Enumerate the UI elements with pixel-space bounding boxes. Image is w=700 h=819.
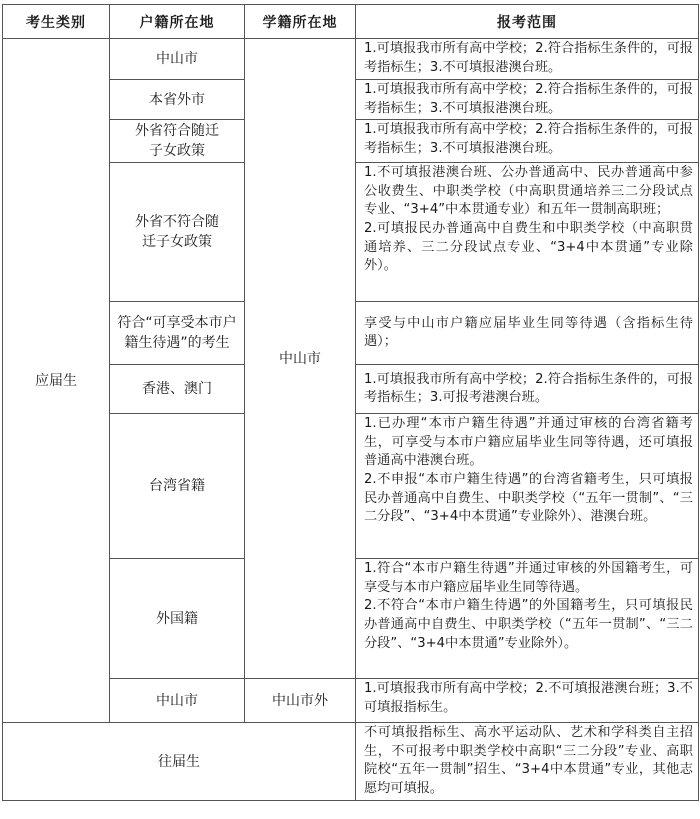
scope-cell: 享受与中山市户籍应届毕业生同等待遇（含指标生待遇）； [356, 302, 699, 365]
admission-scope-table [2, 4, 699, 801]
scope-cell: 1.可填报我市所有高中学校；2.符合指标生条件的，可报考指标生；3.不可填报港澳台班。 [356, 120, 699, 163]
scope-cell: 1.可填报我市所有高中学校；2.符合指标生条件的，可报考指标生；3.不可填报港澳台班。 [356, 80, 699, 120]
hukou-cell: 外省不符合随迁子女政策 [110, 163, 245, 302]
header-hukou: 户籍所在地 [110, 5, 245, 39]
scope-cell: 1.可填报我市所有高中学校；2.不可填报港澳台班；3.不可填报指标生。 [356, 679, 699, 723]
hukou-cell: 中山市 [110, 39, 245, 80]
hukou-cell: 外国籍 [110, 559, 245, 679]
header-row [3, 5, 699, 39]
scope-cell: 不可填报指标生、高水平运动队、艺术和学科类自主招生，不可报考中职类学校中高职“三二分段”专业、高职院校“五年一贯制”招生、“3+4中本贯通”专业，其他志愿均可填报。 [356, 723, 699, 801]
school-location-zhongshan: 中山市 [245, 39, 356, 679]
category-current: 应届生 [3, 39, 110, 723]
hukou-cell: 中山市 [110, 679, 245, 723]
header-scope: 报考范围 [356, 5, 699, 39]
category-past: 往届生 [3, 723, 356, 801]
hukou-cell: 香港、澳门 [110, 365, 245, 414]
scope-cell: 1.可填报我市所有高中学校；2.符合指标生条件的，可报考指标生；3.不可填报港澳台班。 [356, 39, 699, 80]
hukou-cell: 符合“可享受本市户籍生待遇”的考生 [110, 302, 245, 365]
table-row [3, 723, 699, 801]
hukou-cell: 台湾省籍 [110, 414, 245, 559]
scope-cell: 1.符合“本市户籍生待遇”并通过审核的外国籍考生，可享受与本市户籍应届毕业生同等待遇。 2.不符合“本市户籍生待遇”的外国籍考生，只可填报民办普通高中自费生、中职类学校（“五年一贯制”、“三二分段”、“3+4中本贯通”专业除外）。 [356, 559, 699, 679]
hukou-cell: 本省外市 [110, 80, 245, 120]
school-location-outside: 中山市外 [245, 679, 356, 723]
scope-cell: 1.已办理“本市户籍生待遇”并通过审核的台湾省籍考生，可享受与本市户籍应届毕业生同等待遇，还可填报普通高中港澳台班。 2.不申报“本市户籍生待遇”的台湾省籍考生，只可填报民办普通高中自费生、中职类学校（“五年一贯制”、“三二分段”、“3+4中本贯通”专业除外）、港澳台班。 [356, 414, 699, 559]
scope-cell: 1.可填报我市所有高中学校；2.符合指标生条件的，可报考指标生；3.可报考港澳台班。 [356, 365, 699, 414]
hukou-cell: 外省符合随迁子女政策 [110, 120, 245, 163]
header-school-location: 学籍所在地 [245, 5, 356, 39]
header-category: 考生类别 [3, 5, 110, 39]
scope-cell: 1.不可填报港澳台班、公办普通高中、民办普通高中参公收费生、中职类学校（中高职贯通培养三二分段试点专业、“3+4”中本贯通专业）和五年一贯制高职班； 2.可填报民办普通高中自费生和中职类学校（中高职贯通培养、三二分段试点专业、“3+4中本贯通”专业除外）。 [356, 163, 699, 302]
table-row [3, 39, 699, 80]
